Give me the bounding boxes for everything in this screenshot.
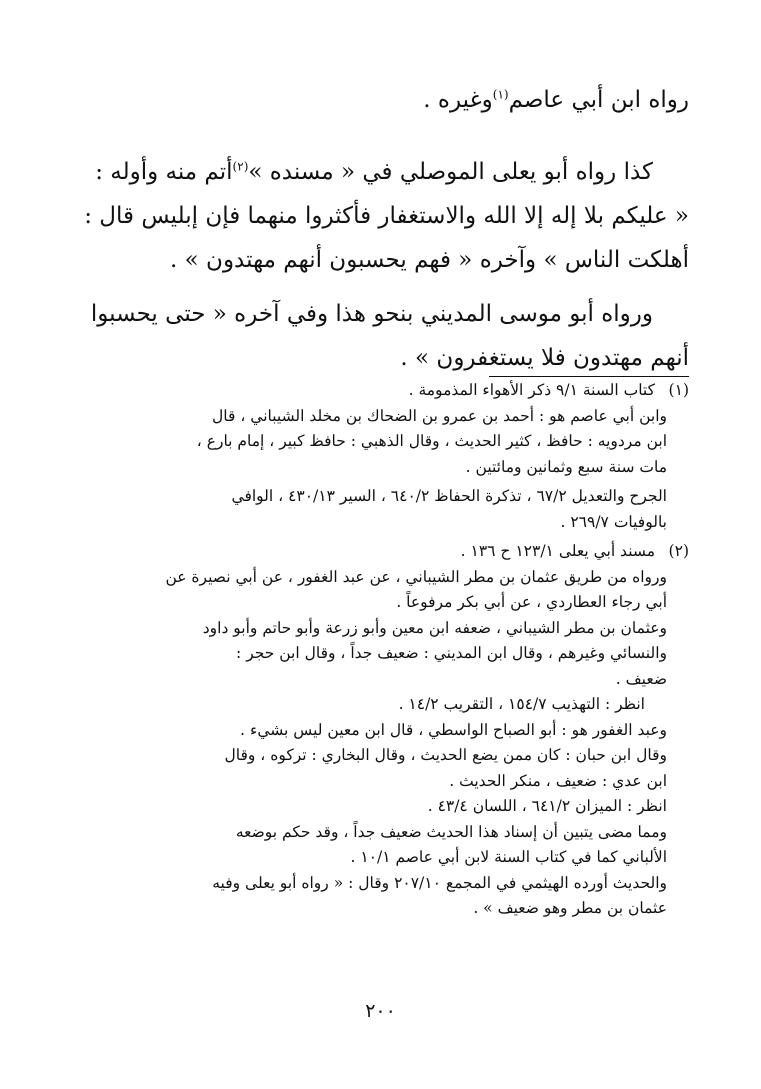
footnote-1-continuation	[71, 404, 689, 536]
paragraph-2-line-1	[71, 150, 689, 194]
footnote-1-line: مات سنة سبع وثمانين ومائتين .	[465, 457, 667, 476]
paragraph-2	[71, 150, 689, 282]
footnote-1	[71, 378, 689, 404]
footnote-1-line: بالوفيات ٢٦٩/٧ .	[560, 512, 667, 531]
footnote-2-line: ابن عدي : ضعيف ، منكر الحديث .	[449, 771, 667, 790]
footnote-2-line: أبي رجاء العطاردي ، عن أبي بكر مرفوعاً .	[396, 593, 667, 611]
footnote-1-line: الجرح والتعديل ٦٧/٢ ، تذكرة الحفاظ ٦٤٠/٢ ، السير ٤٣٠/١٣ ، الوافي	[231, 487, 667, 505]
paragraph-3-line-1: ورواه أبو موسى المديني بنحو هذا وفي آخره « حتى يحسبوا	[90, 301, 653, 327]
footnote-ref-1[interactable]: (١)	[492, 87, 509, 102]
footnote-2	[71, 539, 689, 565]
paragraph-2-line-3: أهلكت الناس » وآخره « فهم يحسبون أنهم مهتدون » .	[170, 247, 689, 273]
footnote-2-number: (٢)	[668, 542, 689, 560]
footnotes	[71, 378, 689, 922]
footnote-2-line: ورواه من طريق عثمان بن مطر الشيباني ، عن عبد الغفور ، عن أبي نصيرة عن	[165, 567, 667, 586]
footnote-2-line: الألباني كما في كتاب السنة لابن أبي عاصم ١٠/١ .	[350, 848, 667, 866]
paragraph-2-rest: أتم منه وأوله :	[95, 159, 233, 185]
footnote-2-line: ضعيف .	[615, 669, 667, 688]
footnote-1-number: (١)	[668, 381, 689, 399]
paragraph-1	[71, 78, 689, 122]
footnote-1-body	[71, 378, 655, 404]
paragraph-3	[71, 292, 689, 380]
footnote-ref-2[interactable]: (٢)	[232, 159, 249, 174]
footnote-separator	[489, 376, 689, 377]
footnote-2-line: انظر : الميزان ٦٤١/٢ ، اللسان ٤٣/٤ .	[427, 797, 667, 815]
footnote-1-line: وابن أبي عاصم هو : أحمد بن عمرو بن الضحاك بن مخلد الشيباني ، قال	[212, 406, 667, 425]
footnote-2-line: مسند أبي يعلى ١٢٣/١ ح ١٣٦ .	[460, 542, 655, 560]
footnote-2-line: انظر : التهذيب ١٥٤/٧ ، التقريب ١٤/٢ .	[398, 695, 645, 713]
footnote-2-line: وقال ابن حبان : كان ممن يضع الحديث ، وقال البخاري : تركوه ، وقال	[224, 746, 667, 764]
footnote-2-continuation	[71, 565, 689, 922]
footnote-2-line: عثمان بن مطر وهو ضعيف » .	[473, 899, 667, 917]
page-number: ٢٠٠	[365, 1000, 396, 1022]
paragraph-2-text: كذا رواه أبو يعلى الموصلي في « مسنده »	[248, 159, 653, 185]
footnote-2-line: وعثمان بن مطر الشيباني ، ضعفه ابن معين وأبو زرعة وأبو حاتم وأبو داود	[202, 618, 667, 637]
footnote-2-body	[71, 539, 655, 565]
footnote-2-line: والحديث أورده الهيثمي في المجمع ٢٠٧/١٠ وقال : « رواه أبو يعلى وفيه	[212, 873, 667, 892]
paragraph-1-rest: وغيره .	[423, 87, 493, 113]
footnote-1-line: كتاب السنة ٩/١ ذكر الأهواء المذمومة .	[408, 381, 655, 399]
paragraph-3-line-2: أنهم مهتدون فلا يستغفرون » .	[400, 345, 689, 371]
footnote-1-line: ابن مردويه : حافظ ، كثير الحديث ، وقال الذهبي : حافظ كبير ، إمام بارع ،	[196, 432, 667, 450]
paragraph-1-line-1	[71, 78, 689, 122]
footnote-2-line: وعبد الغفور هو : أبو الصباح الواسطي ، قال ابن معين ليس بشيء .	[240, 720, 667, 739]
paragraph-1-text: رواه ابن أبي عاصم	[508, 87, 689, 113]
footnote-2-line: والنسائي وغيرهم ، وقال ابن المديني : ضعيف جداً ، وقال ابن حجر :	[236, 644, 667, 662]
paragraph-2-line-2: « عليكم بلا إله إلا الله والاستغفار فأكثروا منهما فإن إبليس قال :	[84, 203, 689, 229]
footnote-2-line: ومما مضى يتبين أن إسناد هذا الحديث ضعيف جداً ، وقد حكم بوضعه	[235, 822, 667, 841]
